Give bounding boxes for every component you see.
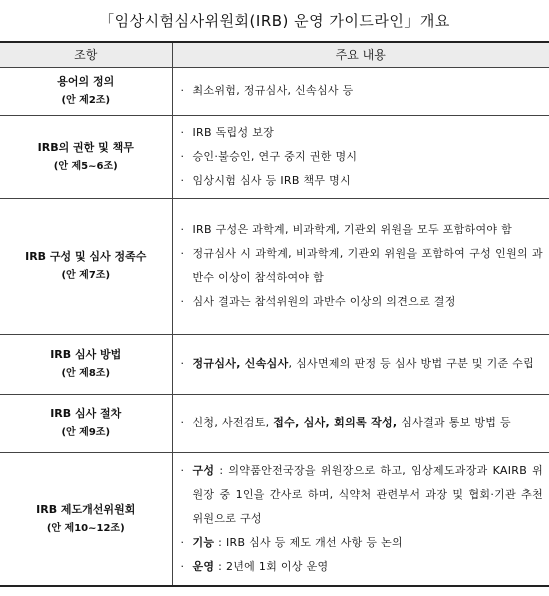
text-run: 임상시험 심사 등 IRB 책무 명시	[192, 173, 352, 187]
text-run: 승인·불승인, 연구 중지 권한 명시	[192, 149, 358, 163]
bullet-text	[193, 290, 544, 314]
bullet-text	[193, 411, 544, 435]
bullet-mark: ·	[180, 173, 184, 187]
row-label-cell	[0, 115, 172, 198]
table-row	[0, 115, 549, 198]
text-run: : 의약품안전국장을 위원장으로 하고, 임상제도과장과 KAIRB 위원장 중 1인을 간사로 하며, 식약처 관련부서 과장 및 협회·기관 추천 위원으로 구성	[192, 463, 543, 525]
bullet-item	[179, 531, 544, 555]
bullet-item	[179, 352, 544, 376]
bullet-text	[193, 121, 544, 145]
row-content-cell	[172, 198, 549, 334]
row-title: IRB의 권한 및 책무	[37, 140, 134, 154]
text-run: : 2년에 1회 이상 운영	[214, 559, 329, 573]
bold-text: 접수, 심사, 회의록 작성,	[273, 416, 398, 429]
row-title: 용어의 정의	[57, 75, 115, 88]
row-content-cell	[172, 394, 549, 452]
text-run: 정규심사 시 과학계, 비과학계, 기관외 위원을 포함하여 구성 인원의 과반수 이상이 참석하여야 함	[192, 247, 543, 284]
row-title: IRB 제도개선위원회	[36, 502, 136, 516]
row-title: IRB 구성 및 심사 정족수	[25, 250, 147, 263]
table-row	[0, 394, 549, 452]
bullet-text	[193, 218, 544, 242]
row-label-cell	[0, 198, 172, 334]
bullet-text	[193, 242, 544, 290]
table-row	[0, 452, 549, 586]
row-content-cell	[172, 67, 549, 115]
row-label-cell	[0, 334, 172, 394]
bullet-item	[179, 121, 544, 145]
row-article: (안 제2조)	[61, 95, 111, 106]
table-row	[0, 334, 549, 394]
bullet-mark: ·	[180, 357, 184, 370]
row-content-cell	[172, 452, 549, 586]
bullet-mark: ·	[180, 295, 184, 308]
bullet-text	[193, 555, 544, 579]
bold-text: 구성	[192, 463, 215, 477]
bullet-text	[193, 352, 544, 376]
row-content-cell	[172, 115, 549, 198]
row-label-cell	[0, 394, 172, 452]
text-run: 심사 결과는 참석위원의 과반수 이상의 의견으로 결정	[192, 295, 456, 308]
row-content-cell	[172, 334, 549, 394]
bullet-text	[193, 459, 544, 531]
row-article: (안 제9조)	[61, 427, 111, 438]
bullet-mark: ·	[180, 149, 184, 163]
bullet-item	[179, 145, 544, 169]
table-header-row	[0, 42, 549, 67]
bullet-mark: ·	[180, 416, 184, 429]
text-run: 최소위험, 정규심사, 신속심사 등	[192, 84, 354, 97]
bullet-mark: ·	[180, 125, 184, 139]
bullet-item	[179, 169, 544, 193]
table-row	[0, 198, 549, 334]
bullet-item	[179, 218, 544, 242]
row-title: IRB 심사 절차	[50, 407, 122, 420]
row-label-cell	[0, 452, 172, 586]
row-label-cell	[0, 67, 172, 115]
bullet-item	[179, 242, 544, 290]
bullet-mark: ·	[180, 84, 184, 97]
bold-text: 운영	[192, 559, 215, 573]
bullet-mark: ·	[180, 535, 184, 549]
bullet-text	[193, 169, 544, 193]
bullet-item	[179, 411, 544, 435]
row-article: (안 제8조)	[61, 368, 111, 379]
bullet-item	[179, 459, 544, 531]
row-article: (안 제7조)	[61, 270, 111, 281]
bullet-mark: ·	[180, 247, 184, 260]
bold-text: 기능	[192, 535, 215, 549]
text-run: IRB 독립성 보장	[192, 125, 275, 139]
text-run: 심사결과 통보 방법 등	[397, 416, 511, 429]
bullet-text	[193, 145, 544, 169]
column-header-content: 주요 내용	[172, 42, 549, 67]
bullet-text	[193, 79, 544, 103]
bullet-text	[193, 531, 544, 555]
row-article: (안 제10~12조)	[46, 522, 125, 534]
bullet-mark: ·	[180, 223, 184, 236]
bullet-item	[179, 79, 544, 103]
text-run: : IRB 심사 등 제도 개선 사항 등 논의	[214, 535, 403, 549]
bullet-mark: ·	[180, 463, 184, 477]
text-run: IRB 구성은 과학계, 비과학계, 기관외 위원을 모두 포함하여야 함	[192, 223, 513, 236]
column-header-article: 조항	[0, 42, 172, 67]
table-row	[0, 67, 549, 115]
row-title: IRB 심사 방법	[50, 348, 122, 361]
bullet-mark: ·	[180, 559, 184, 573]
bold-text: 정규심사, 신속심사	[192, 357, 289, 370]
row-article: (안 제5~6조)	[53, 160, 118, 172]
bullet-item	[179, 555, 544, 579]
overview-table	[0, 41, 549, 587]
document-title: 「임상시험심사위원회(IRB) 운영 가이드라인」개요	[99, 12, 450, 30]
text-run: , 심사면제의 판정 등 심사 방법 구분 및 기준 수립	[288, 357, 535, 370]
bullet-item	[179, 290, 544, 314]
text-run: 신청, 사전검토,	[192, 416, 274, 429]
